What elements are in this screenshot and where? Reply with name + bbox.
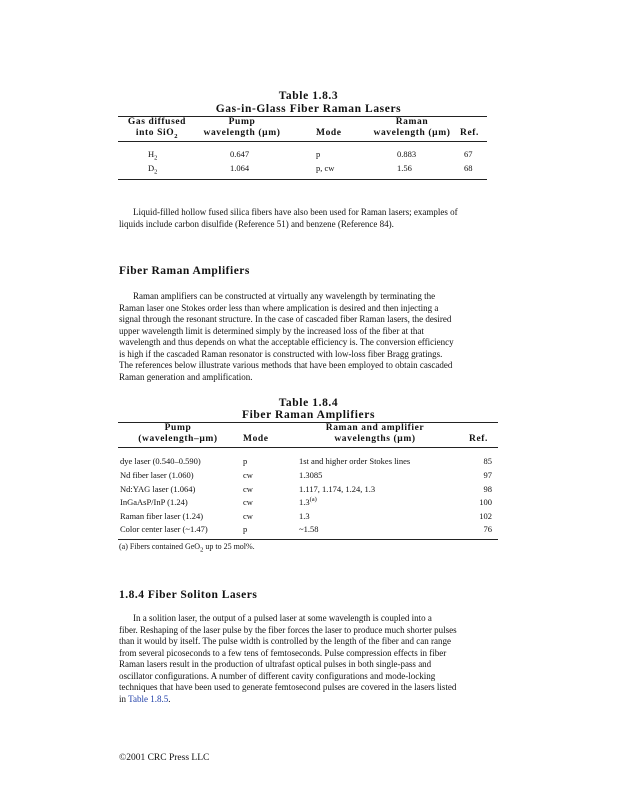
table2-header-pump-line2: (wavelength–µm)	[138, 434, 218, 444]
table2-row-raman: ~1.58	[299, 524, 319, 534]
table1-row2-ref: 68	[464, 163, 473, 173]
para3-line: from several picoseconds to a few tens of femtoseconds. Pulse compression effects in fiber	[119, 647, 447, 658]
table1-row1-raman: 0.883	[397, 149, 417, 159]
table1-row1-mode: p	[316, 149, 321, 159]
table2-row-ref: 102	[479, 511, 492, 521]
table1-header-mode: Mode	[316, 128, 342, 138]
table2-row-raman: 1.3085	[299, 470, 323, 480]
table1-header-gas-line2	[124, 128, 190, 139]
table2-header-raman-line1: Raman and amplifier	[325, 423, 425, 433]
table1-header-pump	[197, 117, 287, 139]
para3-line: oscillator configurations. A number of different cavity configurations and mode-locking	[119, 670, 436, 681]
table2-header-pump	[118, 423, 238, 445]
table2-row-mode: cw	[243, 470, 253, 480]
para2-line: Raman laser one Stokes order less than where amplication is desired and then injecting a	[119, 302, 439, 313]
table1-row1-gas-text: H	[148, 149, 155, 159]
paragraph-amplifiers	[119, 291, 500, 383]
table2-footnote	[119, 541, 255, 552]
table2-row-mode: p	[243, 524, 248, 534]
table2-row-mode: cw	[243, 484, 253, 494]
table1-row1-pump: 0.647	[230, 149, 250, 159]
para1-line: liquids include carbon disulfide (Reference 51) and benzene (Reference 84).	[119, 218, 394, 229]
section-heading-amplifiers: Fiber Raman Amplifiers	[119, 265, 250, 277]
table2-row-ref: 76	[483, 524, 492, 534]
table1-header-gas-line2-text: into SiO	[135, 128, 175, 138]
table2-row-mode: cw	[243, 511, 253, 521]
table1-header-rule	[118, 141, 487, 142]
table1-row2-gas-sub: 2	[154, 168, 158, 176]
para2-line: The references below illustrate various methods that have been employed to obtain cascaded	[119, 360, 453, 370]
table2-title: Fiber Raman Amplifiers	[241, 409, 376, 421]
para2-line: signal through the resonant structure. In the case of cascaded fiber Raman lasers, the desired	[119, 314, 452, 324]
table1-row2-mode: p, cw	[316, 163, 335, 173]
table1-number: Table 1.8.3	[278, 90, 339, 102]
para3-last-line	[119, 694, 500, 706]
table2-number: Table 1.8.4	[278, 397, 339, 409]
para2-line: wavelength and thus depends on what the acceptable efficiency is. The conversion efficiency	[119, 337, 454, 347]
table2-row-mode: p	[243, 456, 248, 466]
table2-footnote-tail: up to 25 mol%.	[203, 542, 255, 551]
table2-bottom-rule	[118, 539, 498, 540]
para3-last-suffix: .	[168, 693, 171, 704]
table2-row-ref: 97	[483, 470, 492, 480]
para3-line: In a solition laser, the output of a pulsed laser at some wavelength is coupled into a	[133, 613, 432, 623]
copyright-footer: ©2001 CRC Press LLC	[119, 753, 210, 763]
table2-row-pump: Color center laser (~1.47)	[120, 524, 208, 534]
table2-row-mode: cw	[243, 497, 253, 507]
table2-row-raman: 1st and higher order Stokes lines	[299, 456, 411, 466]
table2-row-pump: Nd:YAG laser (1.064)	[120, 484, 196, 494]
table1-row2-pump: 1.064	[230, 163, 250, 173]
table2-row-raman: 1.3	[299, 511, 310, 521]
table1-row2-gas	[148, 163, 157, 174]
table1-header-ref: Ref.	[460, 128, 480, 138]
table2-header-ref: Ref.	[469, 434, 489, 444]
table1-header-raman	[366, 117, 458, 139]
table2-row-ref: 85	[483, 456, 492, 466]
table1-row2-gas-text: D	[148, 163, 155, 173]
paragraph-liquid-filled	[119, 207, 500, 230]
table1-header-gas-sub: 2	[174, 132, 179, 140]
para3-line: than it would by itself. The pulse width is controlled by the length of the fiber and can range	[119, 636, 452, 646]
table1-header-raman-line1: Raman	[395, 117, 429, 127]
table1-header-pump-line1: Pump	[228, 117, 256, 127]
table2-header-raman	[300, 423, 450, 445]
para2-line: upper wavelength limit is determined simply by the increased loss of the fiber at that	[119, 325, 424, 336]
table2-row-pump: Nd fiber laser (1.060)	[120, 470, 194, 480]
table2-row-ref: 100	[479, 497, 492, 507]
paragraph-soliton	[119, 613, 500, 705]
table1-row1-gas	[148, 149, 157, 160]
table2-footnote-sub: 2	[200, 546, 204, 554]
para2-line: is high if the cascaded Raman resonator is constructed with low-loss fiber Bragg gratings.	[119, 348, 443, 359]
para3-last-prefix: in	[119, 693, 129, 704]
table1-header-gas-line1: Gas diffused	[127, 117, 187, 127]
table2-row-raman: 1.117, 1.174, 1.24, 1.3	[299, 484, 376, 494]
para3-line: fiber. Reshaping of the laser pulse by the fiber forces the laser to produce much shorter pulses	[119, 624, 457, 635]
table1-title: Gas-in-Glass Fiber Raman Lasers	[215, 103, 402, 115]
para2-line: Raman amplifiers can be constructed at virtually any wavelength by terminating the	[133, 291, 436, 301]
table-1-8-5-link[interactable]: Table 1.8.5	[128, 693, 169, 704]
table1-row1-gas-sub: 2	[154, 154, 158, 162]
table2-row-raman	[299, 497, 317, 508]
table2-row-pump: InGaAsP/InP (1.24)	[120, 497, 188, 507]
para3-line: Raman lasers result in the production of ultrafast optical pulses in both single-pass and	[119, 659, 432, 669]
table2-row-ref: 98	[483, 484, 492, 494]
para3-line: techniques that have been used to generate femtosecond pulses are covered in the lasers listed	[119, 682, 457, 692]
table1-header-gas	[124, 117, 190, 139]
para1-line: Liquid-filled hollow fused silica fibers have also been used for Raman lasers; examples of	[133, 207, 458, 217]
table1-row1-ref: 67	[464, 149, 473, 159]
para2-line: Raman generation and amplification.	[119, 371, 253, 382]
table2-header-mode: Mode	[243, 434, 269, 444]
section-heading-soliton: 1.8.4 Fiber Soliton Lasers	[119, 589, 258, 601]
table2-row-footnote-mark: (a)	[309, 496, 317, 504]
table2-header-pump-line1: Pump	[164, 423, 192, 433]
table1-row2-raman: 1.56	[397, 163, 412, 173]
table1-header-raman-line2: wavelength (µm)	[373, 128, 451, 138]
table2-header-rule	[118, 447, 498, 448]
table2-row-raman-text: 1.3	[299, 497, 310, 507]
table2-row-pump: Raman fiber laser (1.24)	[120, 511, 204, 521]
table1-bottom-rule	[118, 179, 487, 180]
table1-header-pump-line2: wavelength (µm)	[203, 128, 281, 138]
table2-row-pump: dye laser (0.540–0.590)	[120, 456, 201, 466]
table2-header-raman-line2: wavelengths (µm)	[334, 434, 416, 444]
table2-footnote-text: (a) Fibers contained GeO	[119, 542, 201, 551]
